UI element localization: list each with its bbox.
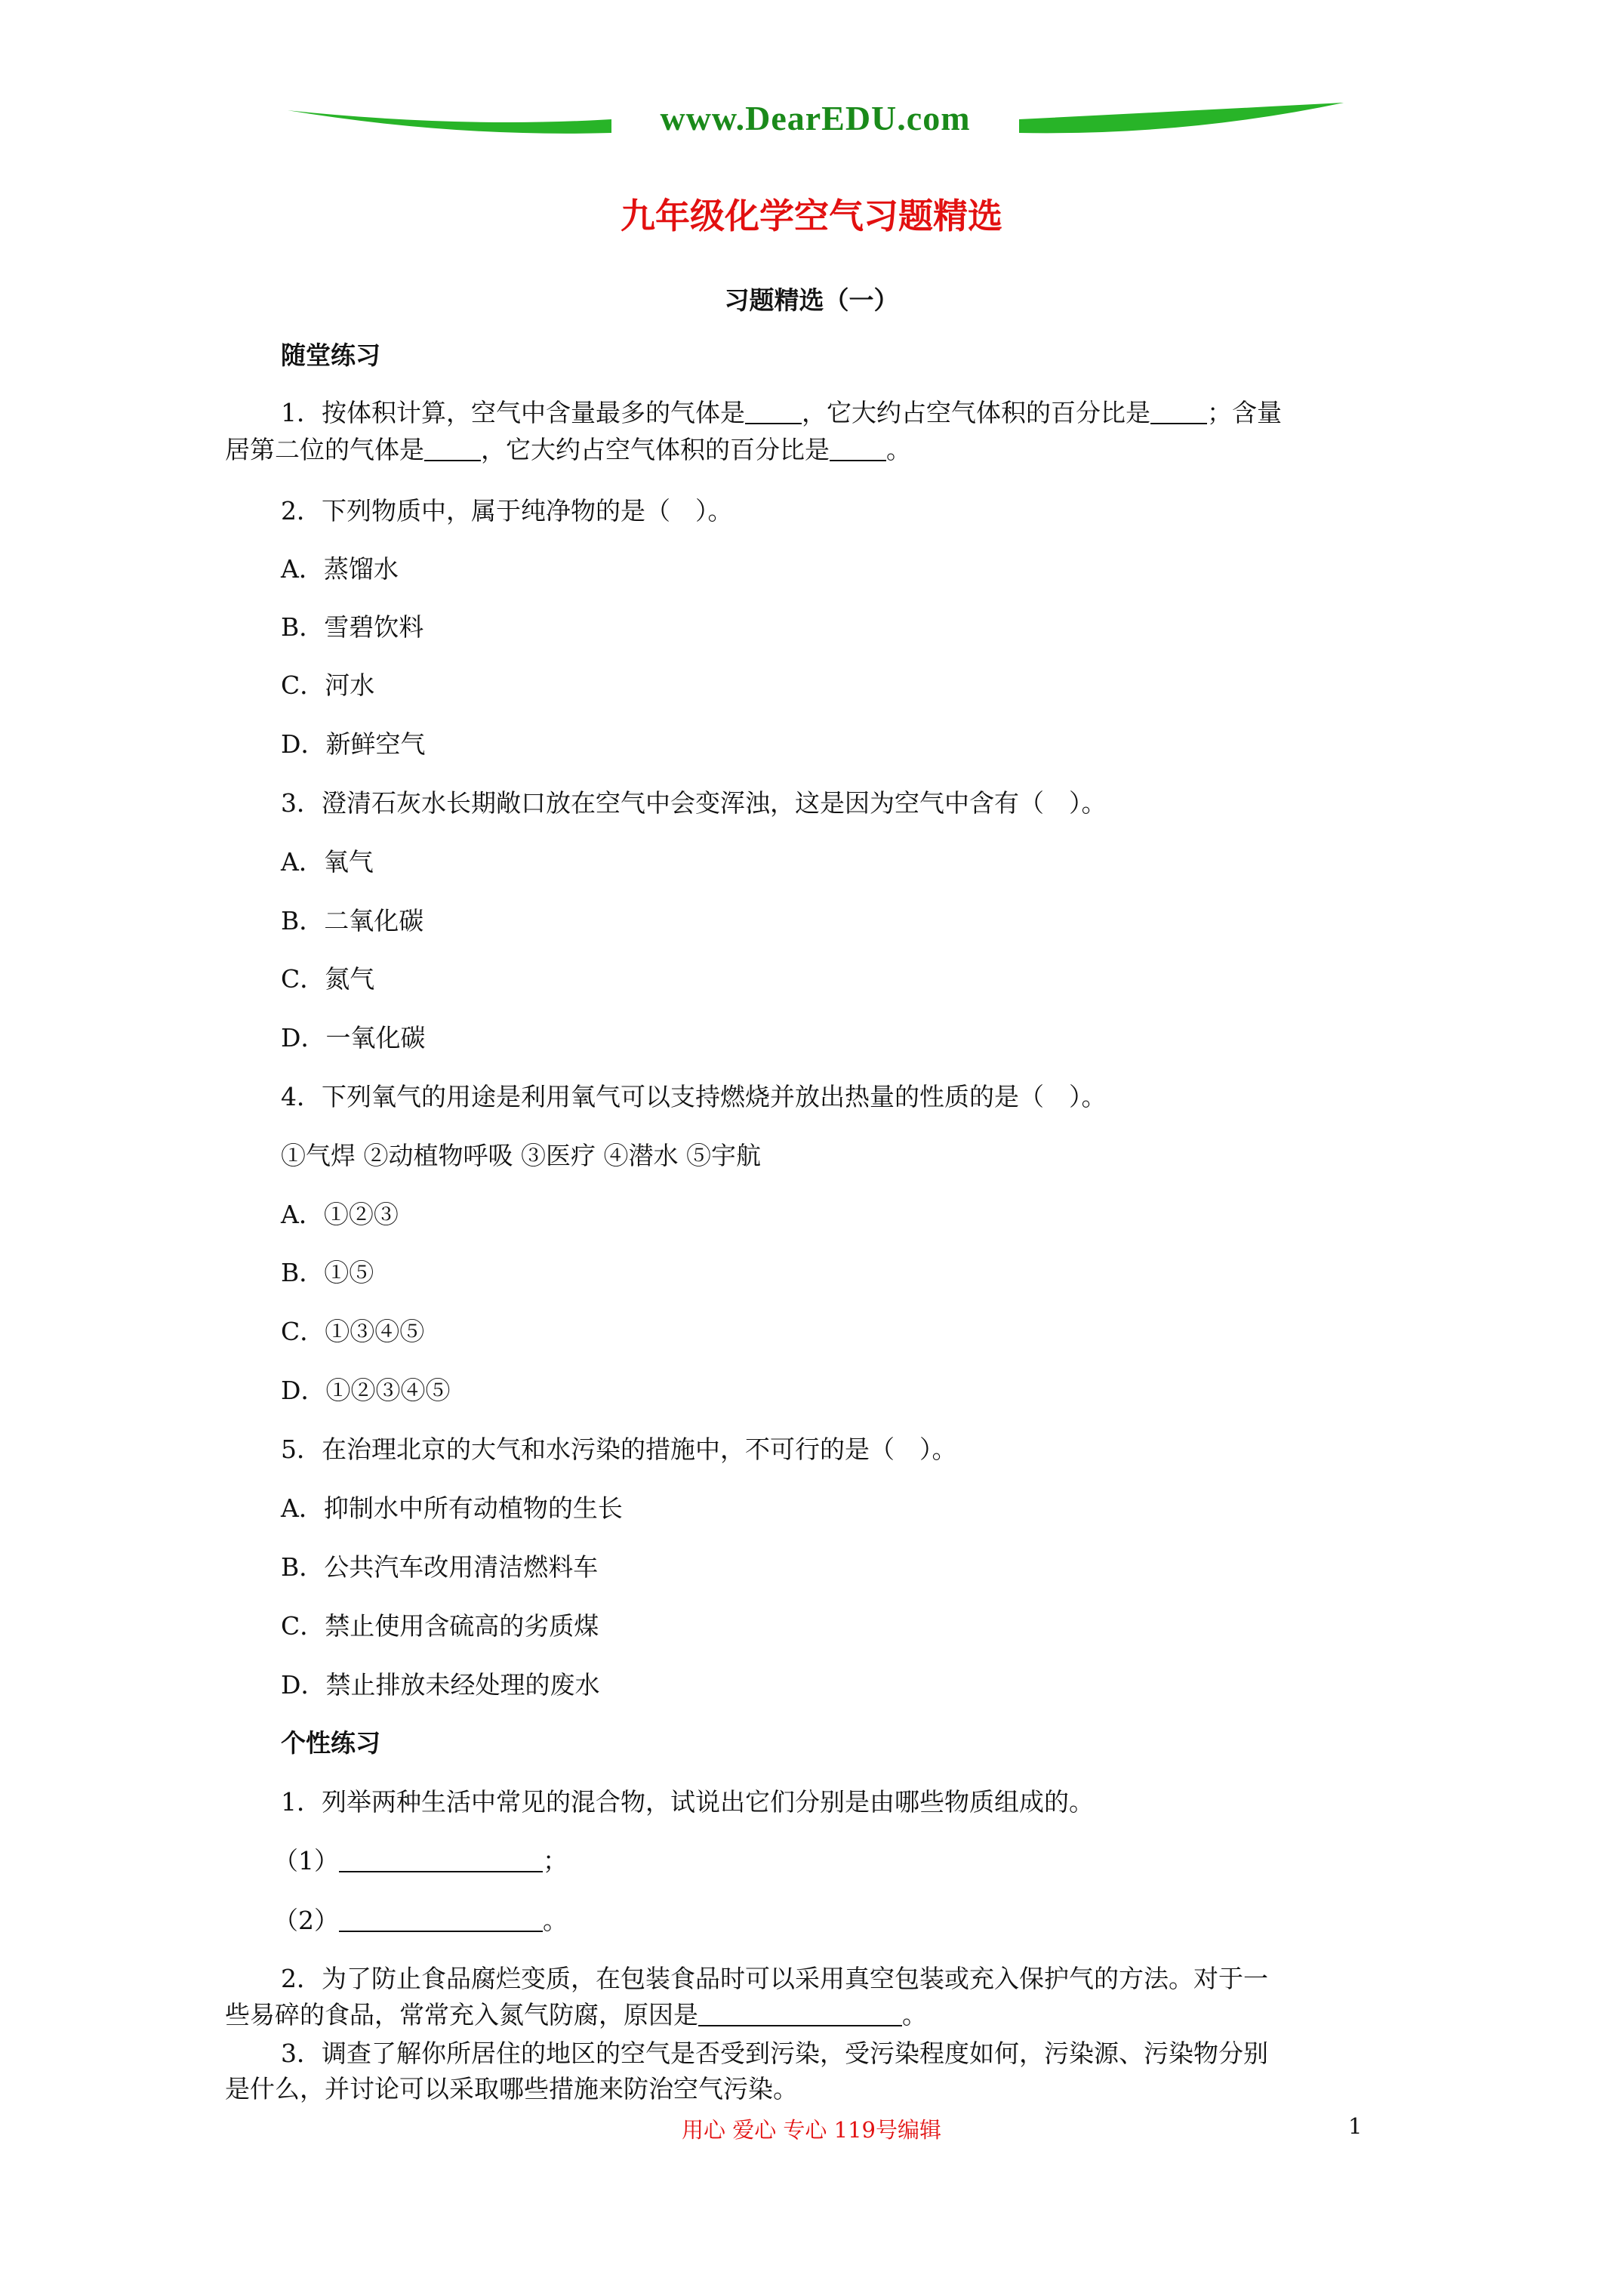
question-2-option-c: C．河水 [281, 670, 375, 700]
question-5-stem: 5．在治理北京的大气和水污染的措施中，不可行的是（ ）。 [281, 1435, 957, 1464]
page-number: 1 [1348, 2113, 1363, 2139]
practice-2-line-1: 2．为了防止食品腐烂变质，在包装食品时可以采用真空包装或充入保护气的方法。对于一 [281, 1964, 1268, 1993]
site-logo-text: www.DearEDU.com [660, 99, 971, 137]
question-2-option-a: A．蒸馏水 [281, 554, 399, 584]
question-2-option-b: B．雪碧饮料 [281, 612, 424, 642]
answer-blank [424, 437, 481, 461]
answer-blank [339, 1848, 543, 1872]
practice-1-answer-1: （1） ； [273, 1846, 568, 1875]
exercise-subtitle: 习题精选（一） [724, 285, 899, 315]
question-4-list: ①气焊 ②动植物呼吸 ③医疗 ④潜水 ⑤宇航 [281, 1141, 761, 1170]
question-3-stem: 3．澄清石灰水长期敞口放在空气中会变浑浊，这是因为空气中含有（ ）。 [281, 788, 1107, 818]
question-4-option-c: C．①③④⑤ [281, 1317, 425, 1346]
question-4-option-a: A．①②③ [281, 1200, 399, 1229]
practice-1-stem: 1．列举两种生活中常见的混合物，试说出它们分别是由哪些物质组成的。 [281, 1787, 1094, 1817]
practice-1-answer-2: （2） 。 [273, 1906, 568, 1935]
answer-blank [339, 1908, 543, 1932]
question-1-line-1: 1．按体积计算，空气中含量最多的气体是 ，它大约占空气体积的百分比是 ；含量 [281, 398, 1282, 427]
answer-blank [698, 2002, 902, 2026]
section-heading-individual-practice: 个性练习 [281, 1728, 380, 1758]
question-4-stem: 4．下列氧气的用途是利用氧气可以支持燃烧并放出热量的性质的是（ ）。 [281, 1082, 1107, 1111]
document-title: 九年级化学空气习题精选 [621, 196, 1002, 236]
answer-blank [1150, 400, 1207, 424]
question-5-option-a: A．抑制水中所有动植物的生长 [281, 1493, 623, 1523]
practice-2-line-2: 些易碎的食品，常常充入氮气防腐，原因是 。 [225, 2000, 927, 2029]
question-4-option-d: D．①②③④⑤ [281, 1376, 451, 1405]
question-1-line-2: 居第二位的气体是 ，它大约占空气体积的百分比是 。 [225, 435, 911, 464]
practice-3-line-2: 是什么，并讨论可以采取哪些措施来防治空气污染。 [225, 2074, 798, 2103]
question-5-option-b: B．公共汽车改用清洁燃料车 [281, 1552, 599, 1582]
question-3-option-c: C．氮气 [281, 964, 375, 994]
question-5-option-c: C．禁止使用含硫高的劣质煤 [281, 1611, 599, 1641]
answer-blank [830, 437, 886, 461]
question-4-option-b: B．①⑤ [281, 1258, 374, 1287]
site-banner [287, 89, 1344, 157]
page-footer: 用心 爱心 专心 119号编辑 [681, 2117, 941, 2143]
question-5-option-d: D．禁止排放未经处理的废水 [281, 1670, 600, 1700]
question-3-option-a: A．氧气 [281, 847, 374, 877]
practice-3-line-1: 3．调查了解你所居住的地区的空气是否受到污染，受污染程度如何，污染源、污染物分别 [281, 2039, 1268, 2068]
section-heading-class-practice: 随堂练习 [281, 341, 380, 370]
question-3-option-d: D．一氧化碳 [281, 1023, 426, 1052]
question-3-option-b: B．二氧化碳 [281, 906, 424, 935]
answer-blank [745, 400, 802, 424]
question-2-stem: 2．下列物质中，属于纯净物的是（ ）。 [281, 496, 733, 525]
question-2-option-d: D．新鲜空气 [281, 729, 426, 759]
